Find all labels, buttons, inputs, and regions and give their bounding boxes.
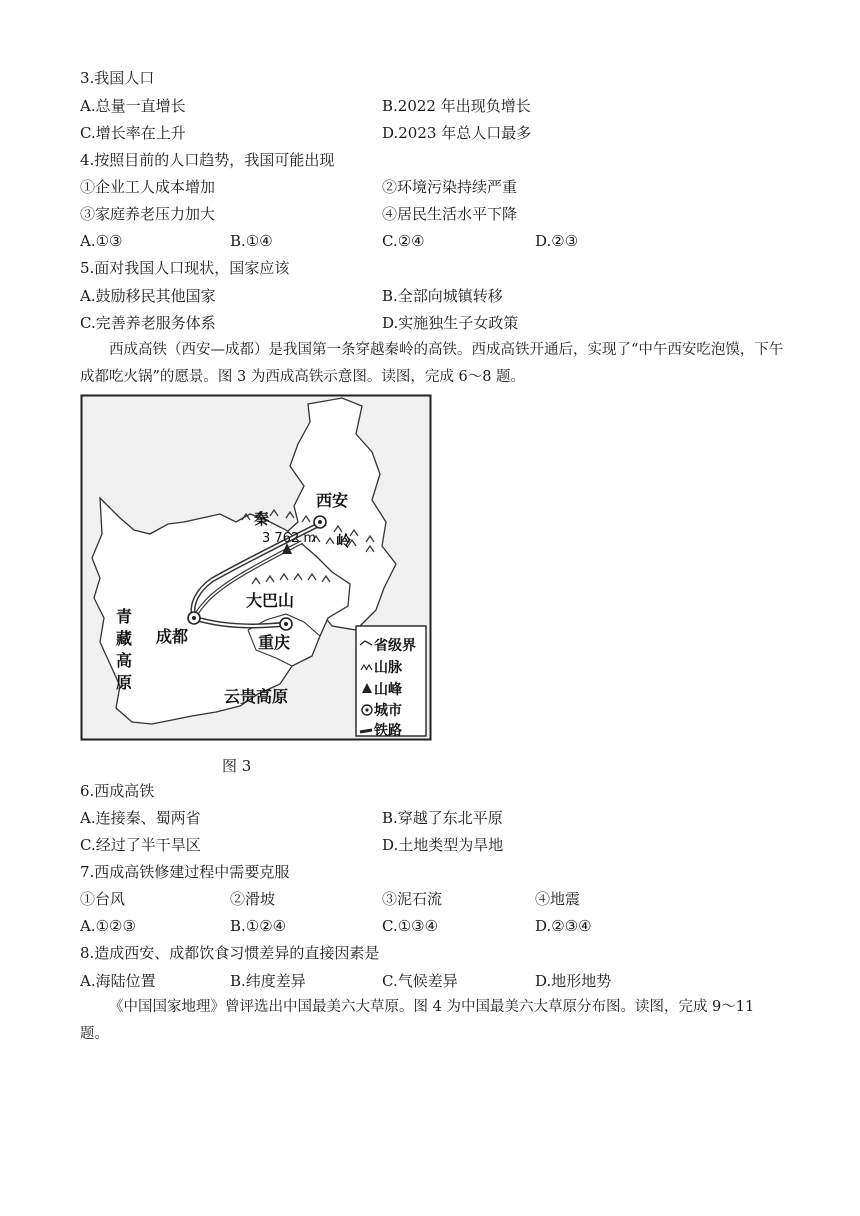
label-yungui: 云贵高原 (224, 687, 289, 706)
label-qingzang-1: 青 (116, 607, 133, 626)
legend-railway-icon (360, 730, 372, 732)
q4-item-1: ①企业工人成本增加 (80, 178, 216, 196)
q7-option-a: A.①②③ (80, 917, 136, 935)
figure-3-map (80, 394, 432, 741)
q5-option-d: D.实施独生子女政策 (382, 314, 519, 332)
q4-option-c: C.②④ (382, 232, 425, 250)
q4-option-d: D.②③ (535, 232, 579, 250)
q7-option-d: D.②③④ (535, 917, 592, 935)
q4-item-3: ③家庭养老压力加大 (80, 205, 216, 223)
q3-option-d: D.2023 年总人口最多 (382, 124, 532, 142)
q6-stem: 6.西成高铁 (80, 782, 155, 800)
q7-option-b: B.①②④ (230, 917, 287, 935)
q7-item-4: ④地震 (535, 890, 581, 908)
q5-option-a: A.鼓励移民其他国家 (80, 287, 216, 305)
q7-option-c: C.①③④ (382, 917, 439, 935)
label-peak-height: 3 762 m (262, 531, 317, 546)
passage-xicheng-railway: 西成高铁（西安—成都）是我国第一条穿越秦岭的高铁。西成高铁开通后，实现了“中午西安吃泡馍，下午成都吃火锅”的愿景。图 3 为西成高铁示意图。读图，完成 6～8 题。 (80, 342, 784, 385)
q4-stem: 4.按照目前的人口趋势，我国可能出现 (80, 151, 335, 169)
label-dabashan: 大巴山 (246, 591, 295, 610)
label-qin: 秦 (254, 510, 270, 528)
q6-option-a: A.连接秦、蜀两省 (80, 809, 201, 827)
q3-stem: 3.我国人口 (80, 69, 155, 87)
q6-option-d: D.土地类型为旱地 (382, 836, 504, 854)
q3-option-b: B.2022 年出现负增长 (382, 97, 531, 115)
map-legend (356, 626, 426, 739)
q4-option-a: A.①③ (80, 232, 123, 250)
q8-option-c: C.气候差异 (382, 972, 458, 990)
label-xian: 西安 (316, 491, 349, 510)
q7-item-3: ③泥石流 (382, 890, 443, 908)
q6-option-b: B.穿越了东北平原 (382, 809, 503, 827)
figure-3-caption: 图 3 (222, 757, 252, 775)
city-xian-icon (314, 516, 326, 528)
label-qingzang-2: 藏 (116, 629, 133, 648)
q3-option-c: C.增长率在上升 (80, 124, 186, 142)
legend-city: 城市 (374, 703, 402, 719)
label-chengdu: 成都 (156, 627, 189, 646)
q8-option-b: B.纬度差异 (230, 972, 306, 990)
q4-option-b: B.①④ (230, 232, 273, 250)
city-chongqing-icon (280, 618, 292, 630)
label-qingzang-3: 高 (116, 651, 133, 670)
q7-item-1: ①台风 (80, 890, 126, 908)
q4-item-4: ④居民生活水平下降 (382, 205, 518, 223)
q5-stem: 5.面对我国人口现状，国家应该 (80, 259, 290, 277)
label-ling: 岭 (336, 532, 352, 550)
q8-option-d: D.地形地势 (535, 972, 612, 990)
q3-option-a: A.总量一直增长 (80, 97, 186, 115)
q7-stem: 7.西成高铁修建过程中需要克服 (80, 863, 290, 881)
q5-option-c: C.完善养老服务体系 (80, 314, 216, 332)
label-chongqing: 重庆 (258, 633, 291, 652)
q5-option-b: B.全部向城镇转移 (382, 287, 503, 305)
legend-border: 省级界 (374, 638, 416, 654)
q8-stem: 8.造成西安、成都饮食习惯差异的直接因素是 (80, 944, 380, 962)
legend-railway: 铁路 (374, 723, 402, 739)
city-chengdu-icon (188, 612, 200, 624)
q4-item-2: ②环境污染持续严重 (382, 178, 518, 196)
q7-item-2: ②滑坡 (230, 890, 276, 908)
legend-peak: 山峰 (374, 682, 402, 698)
passage-grasslands: 《中国国家地理》曾评选出中国最美六大草原。图 4 为中国最美六大草原分布图。读图，完成 9～11 题。 (80, 999, 755, 1042)
q6-option-c: C.经过了半干旱区 (80, 836, 201, 854)
legend-city-icon (362, 705, 372, 715)
legend-mountain: 山脉 (374, 660, 402, 676)
q8-option-a: A.海陆位置 (80, 972, 156, 990)
label-qingzang-4: 原 (116, 673, 133, 692)
